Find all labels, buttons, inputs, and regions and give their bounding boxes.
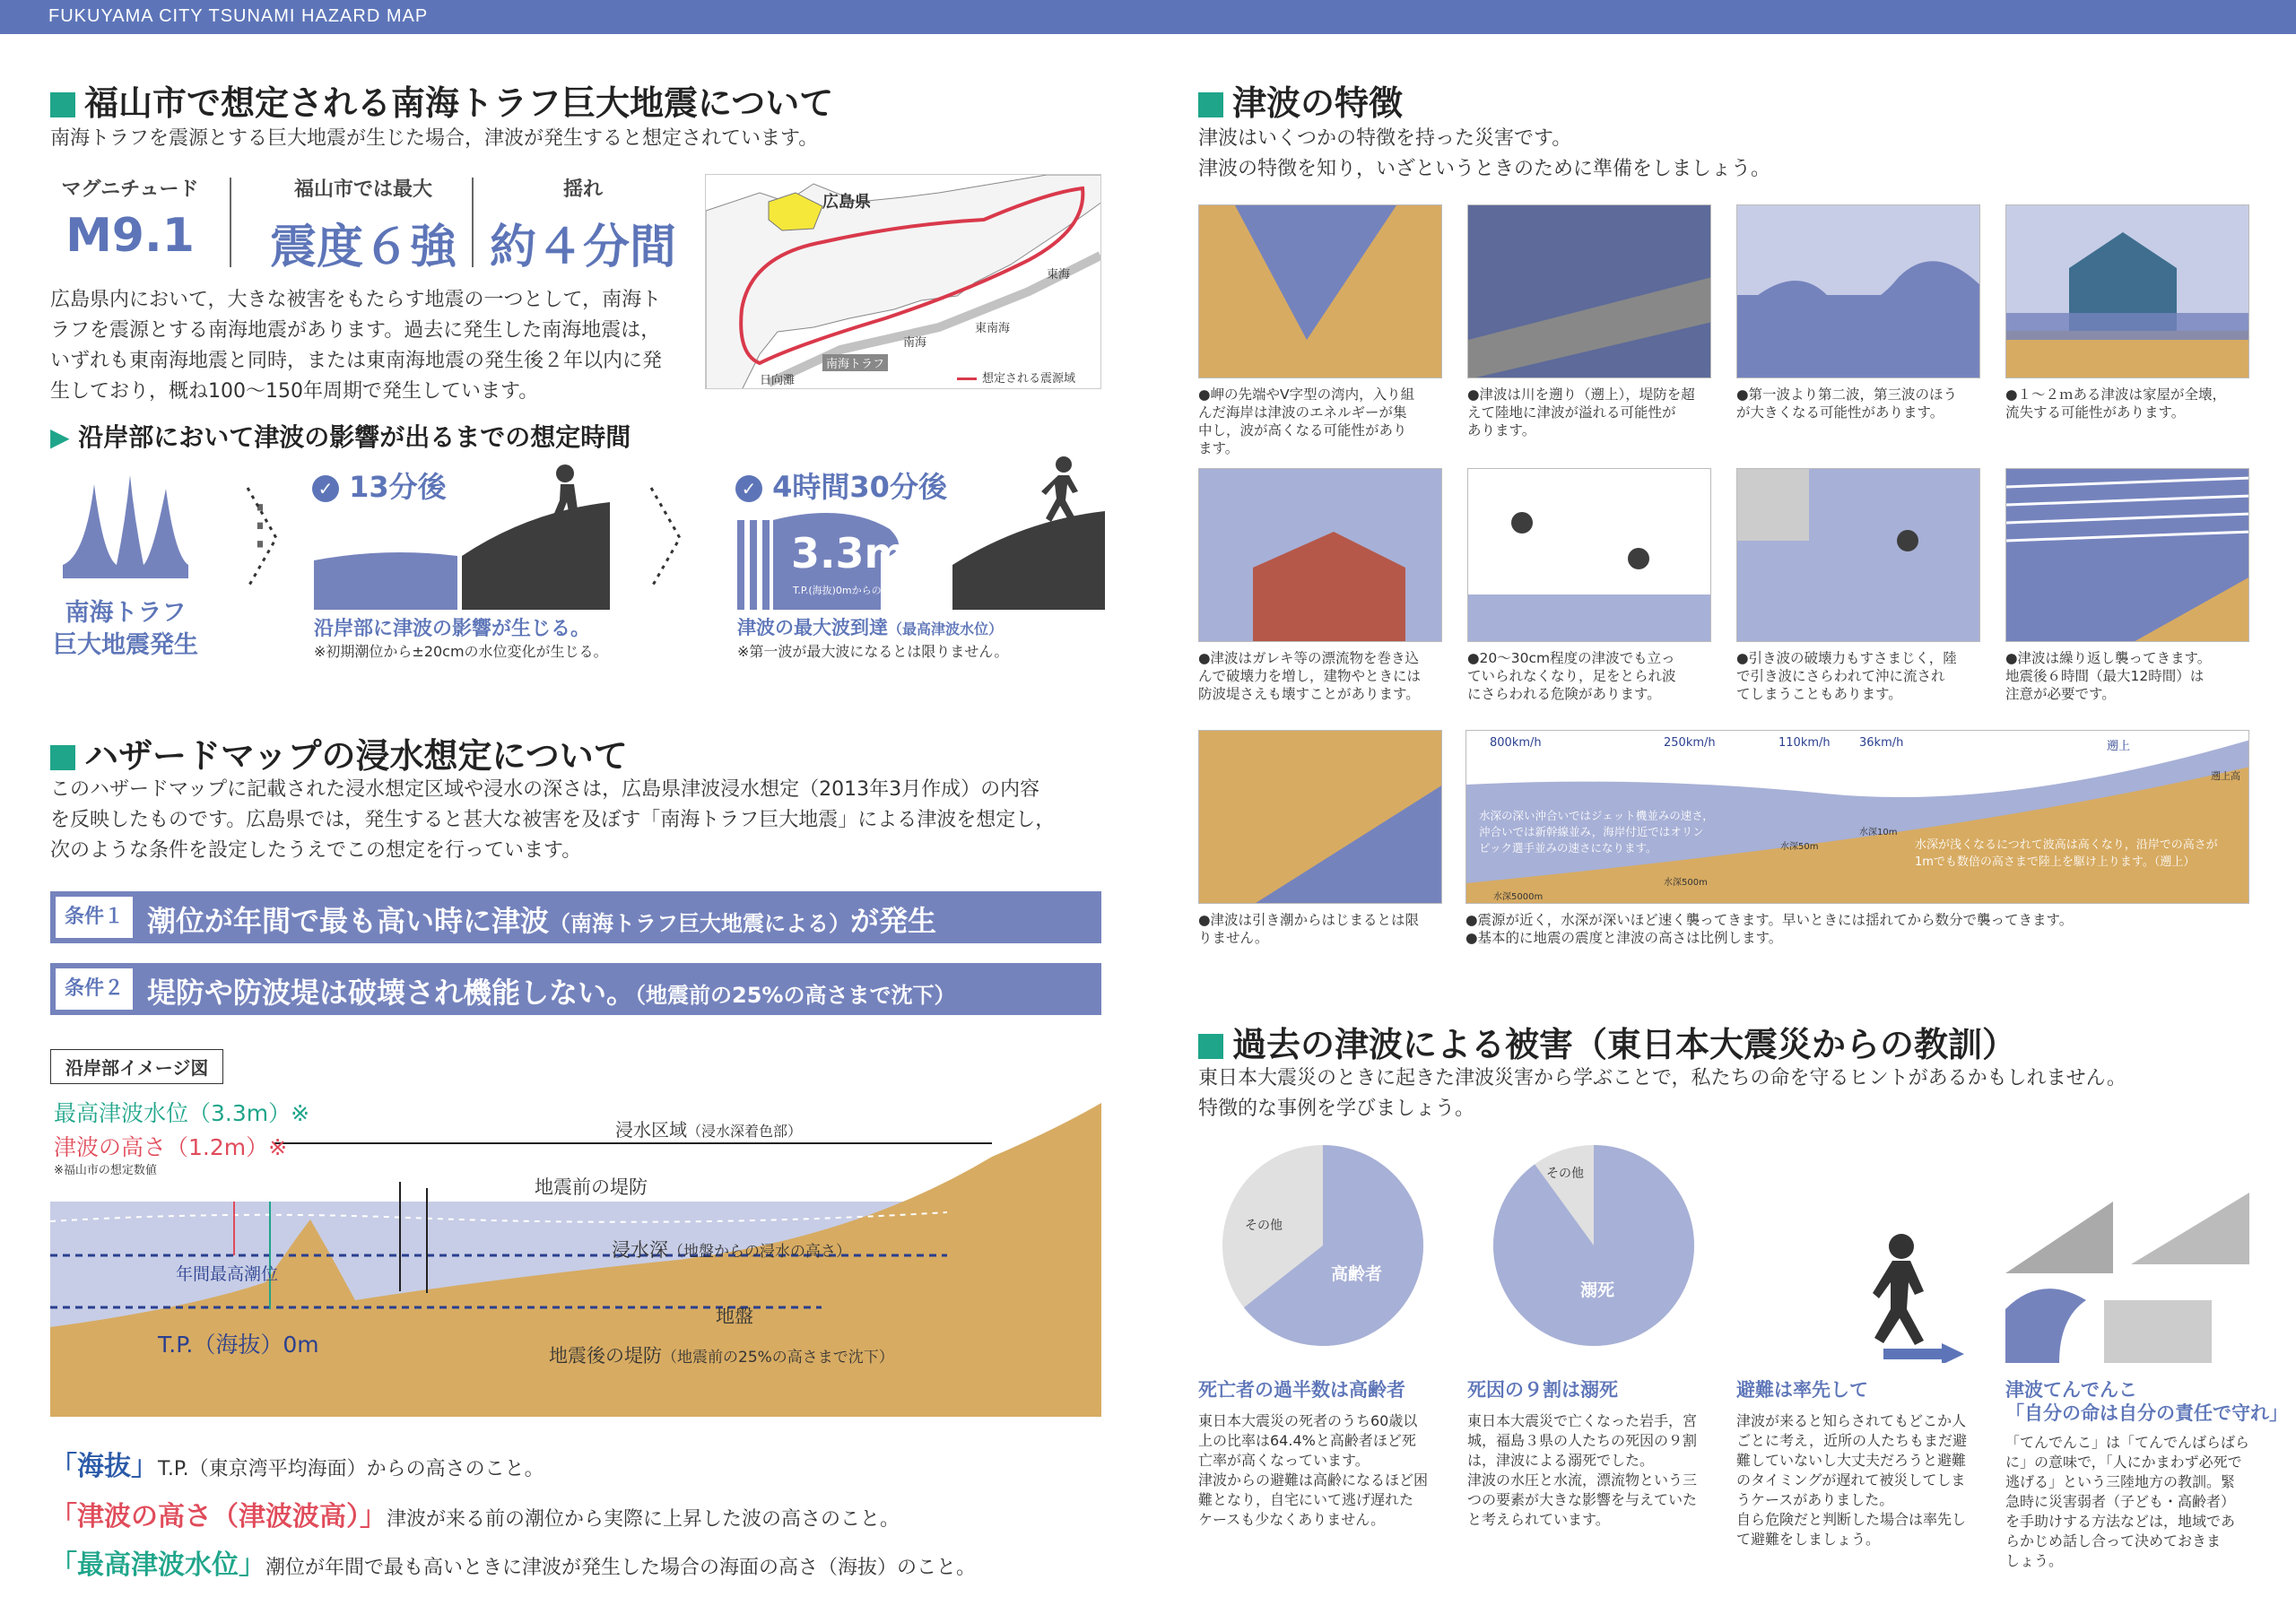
features-lead: 津波はいくつかの特徴を持った災害です。 津波の特徴を知り，いざというときのために準備をしましょう。	[1198, 127, 1771, 180]
speed-caption: ●震源が近く，水深が深いほど速く襲ってきます。早いときには揺れてから数分で襲ってきます。 ●基本的に地震の震度と津波の高さは比例します。	[1465, 912, 2074, 946]
stats-row	[36, 174, 682, 273]
diag-levee-before: 地震前の堤防	[535, 1176, 648, 1198]
step1-note: ※初期潮位から±20cmの水位変化が生じる。	[314, 643, 608, 660]
step2-caption: 津波の最大波到達（最高津波水位）	[737, 617, 1004, 638]
feature-image-ebb	[1198, 730, 1442, 904]
clock-icon: ✓	[735, 475, 762, 502]
diagram-box-label: 沿岸部イメージ図	[50, 1049, 223, 1084]
nankai-body: 広島県内において，大きな被害をもたらす地震の一つとして，南海ト ラフを震源とする南海地震があります。過去に発生した南海地震は， いずれも東南海地震と同時，または東南海地震の発生後２年以内に発 生しており，概ね100～150年周期で発生しています。	[50, 289, 663, 403]
arrow-icon: ⋮	[233, 493, 287, 556]
section-title-damage: 過去の津波による被害（東日本大震災からの教訓）	[1198, 1017, 2016, 1066]
feature-caption-9: ●津波は引き潮からはじまるとは限 りません。	[1198, 912, 1420, 946]
card3-title: 避難は率先して	[1736, 1379, 1868, 1401]
feature-image-fall	[1467, 468, 1711, 642]
feature-caption-6: ●20～30cm程度の津波でも立っ ていられなくなり，足をとられ波 にさらわれる危険があります。	[1467, 650, 1676, 702]
condition-1: 条件１ 潮位が年間で最も高い時に津波（南海トラフ巨大地震による）が発生	[50, 891, 1101, 943]
card2-title: 死因の９割は溺死	[1467, 1379, 1618, 1401]
feature-image-debris	[1198, 468, 1442, 642]
pie-elderly	[1218, 1141, 1428, 1350]
hazardmap-body: このハザードマップに記載された浸水想定区域や浸水の深さは，広島県津波浸水想定（2013年3月作成）の内容 を反映したものです。広島県では，発生すると甚大な被害を及ぼす「南海トラフ巨大地震」による津波を想定し， 次のような条件を設定したうえでこの想定を行っています。	[50, 778, 1056, 862]
map-label-trough: 南海トラフ	[822, 354, 888, 371]
runner-icon	[1039, 456, 1083, 527]
diag-tp: T.P.（海抜）0m	[158, 1332, 319, 1358]
def-max-level: 「最高津波水位」潮位が年間で最も高いときに津波が発生した場合の海面の高さ（海抜）のこと。	[50, 1549, 977, 1581]
clock-icon: ✓	[312, 475, 339, 502]
walker-icon	[535, 466, 579, 538]
stat-intensity: 福山市では最大 震度６強	[269, 178, 457, 274]
feature-caption-7: ●引き波の破壊力もすさまじく，陸 で引き波にさらわれて沖に流され てしまうこともあります。	[1736, 650, 1957, 702]
card3-body: 津波が来ると知らされてもどこか人 ごとに考え，近所の人たちもまだ避 難していないし大丈夫だろうと避難 のタイミングが遅れて被災してしま うケースがありました。 自ら危険だと判断した場合は率先し て避難をしましょう。	[1736, 1412, 1967, 1548]
tendenko-illustration	[2005, 1148, 2249, 1363]
subsection-title-timing: ▶ 沿岸部において津波の影響が出るまでの想定時間	[50, 422, 631, 452]
diag-zone: 浸水区域（浸水深着色部）	[615, 1119, 803, 1141]
diag-ground: 地盤	[716, 1306, 753, 1327]
map-label-tonankai: 東南海	[975, 322, 1011, 335]
pie1-main-label: 高齢者	[1331, 1264, 1383, 1284]
step1-caption: 沿岸部に津波の影響が生じる。	[314, 618, 591, 640]
step2-tp: T.P.(海抜)0mからの高さ	[793, 585, 901, 596]
card4-subtitle: 「自分の命は自分の責任で守れ」	[2005, 1402, 2288, 1424]
feature-image-bay	[1198, 204, 1442, 378]
chevron-1-icon	[244, 484, 280, 592]
diag-depth: 浸水深（地盤からの浸水の高さ）	[612, 1239, 851, 1261]
chevron-2-icon	[648, 484, 683, 592]
map-label-hiroshima: 広島県	[822, 193, 871, 212]
feature-image-house	[2005, 204, 2249, 378]
pie-drowning	[1489, 1141, 1699, 1350]
damage-lead: 東日本大震災のときに起きた津波災害から学ぶことで，私たちの命を守るヒントがあるかもしれません。 特徴的な事例を学びましょう。	[1198, 1067, 2126, 1120]
pie-slice-main	[1493, 1145, 1694, 1346]
speed-text-2: 水深が浅くなるにつれて波高は高くなり，沿岸での高さが 1mでも数倍の高さまで陸上を駆け上ります。（遡上）	[1915, 838, 2218, 869]
map-label-tokai: 東海	[1047, 268, 1071, 282]
pie2-other-label: その他	[1546, 1167, 1584, 1181]
feature-image-repeat	[2005, 468, 2249, 642]
condition-2: 条件２ 堤防や防波堤は破壊され機能しない。（地震前の25%の高さまで沈下）	[50, 963, 1101, 1015]
speed-diagram: 800km/h 250km/h 110km/h 36km/h 遡上 遡上高 水深の深い沖合いではジェット機並みの速さ， 沖合いでは新幹線並み，海岸付近ではオリン ピック選手並みの速さになります。 水深が浅くなるにつれて波高は高くなり，沿岸での高さが 1mでも数倍の高さまで陸上を駆け上ります。（遡上） 水深5000m 水深500m 水深50m 水深10m	[1465, 730, 2249, 904]
japan-map	[705, 174, 1101, 389]
step2-note: ※第一波が最大波になるとは限りません。	[737, 643, 1009, 660]
step2-time: ✓ 4時間30分後	[735, 464, 947, 506]
origin-label: 南海トラフ 巨大地震発生	[53, 599, 198, 659]
feature-caption-2: ●津波は川を遡り（遡上），堤防を超 えて陸地に津波が溢れる可能性が あります。	[1467, 386, 1695, 438]
header-bar	[0, 0, 2296, 34]
feature-caption-3: ●第一波より第二波，第三波のほう が大きくなる可能性があります。	[1736, 386, 1958, 421]
header-title: FUKUYAMA CITY TSUNAMI HAZARD MAP	[48, 6, 429, 26]
feature-caption-1: ●岬の先端やV字型の湾内，入り組 んだ海岸は津波のエネルギーが集 中し，波が高くなる可能性があり ます。	[1198, 386, 1415, 456]
diag-note: ※福山市の想定数値	[54, 1164, 157, 1177]
section-lead: 南海トラフを震源とする巨大地震が生じた場合，津波が発生すると想定されています。	[50, 127, 819, 150]
def-kaibatsu: 「海抜」T.P.（東京湾平均海面）からの高さのこと。	[50, 1451, 544, 1482]
evacuate-illustration	[1749, 1148, 1964, 1363]
stat-magnitude: マグニチュード M9.1	[61, 178, 199, 263]
feature-caption-5: ●津波はガレキ等の漂流物を巻き込 んで破壊力を増し，建物やときには 防波堤さえも壊すことがあります。	[1198, 650, 1422, 702]
pie2-main-label: 溺死	[1580, 1280, 1615, 1300]
card4-body: 「てんでんこ」は「てんでんばらばら に」の意味で，「人にかまわず必死で 逃げる」という三陸地方の教訓。緊 急時に災害弱者（子ども・高齢者） を手助けする方法などは，地域であ らかじめ話し合って決めておきま しょう。	[2005, 1434, 2250, 1569]
feature-image-waves	[1736, 204, 1980, 378]
speed-text-1: 水深の深い沖合いではジェット機並みの速さ， 沖合いでは新幹線並み，海岸付近ではオリン ピック選手並みの速さになります。	[1479, 809, 1714, 855]
quake-wave-icon	[54, 466, 197, 583]
map-label-hyuganada: 日向灘	[760, 374, 796, 387]
card4-title: 津波てんでんこ	[2005, 1379, 2137, 1401]
feature-image-backwash	[1736, 468, 1980, 642]
step2-height: 3.3m	[791, 529, 908, 577]
section-title-features: 津波の特徴	[1198, 75, 1403, 125]
diag-levee-after: 地震後の堤防（地震前の25%の高さまで沈下）	[549, 1345, 894, 1367]
pie1-other-label: その他	[1245, 1219, 1283, 1233]
stat-duration: 揺れ 約４分間	[489, 178, 676, 274]
coastal-diagram	[50, 1100, 1101, 1417]
card1-body: 東日本大震災の死者のうち60歳以 上の比率は64.4%と高齢者ほど死 亡率が高くなっています。 津波からの避難は高齢になるほど困 難となり，自宅にいて逃げ遅れた ケースも少なくありません。	[1198, 1412, 1429, 1528]
step1-time: ✓ 13分後	[312, 464, 447, 506]
map-label-nankai: 南海	[903, 336, 927, 350]
feature-image-river	[1467, 204, 1711, 378]
section-title-hazardmap: ハザードマップの浸水想定について	[50, 728, 628, 777]
map-legend: 想定される震源域	[957, 369, 1075, 386]
card1-title: 死亡者の過半数は高齢者	[1198, 1379, 1405, 1401]
diag-annual: 年間最高潮位	[176, 1264, 279, 1284]
def-wave-height: 「津波の高さ（津波波高）」津波が来る前の潮位から実際に上昇した波の高さのこと。	[50, 1501, 900, 1532]
diag-wave-height: 津波の高さ（1.2m）※	[54, 1134, 288, 1160]
section-title-nankai: 福山市で想定される南海トラフ巨大地震について	[50, 75, 833, 125]
feature-caption-8: ●津波は繰り返し襲ってきます。 地震後６時間（最大12時間）は 注意が必要です。	[2005, 650, 2212, 702]
feature-caption-4: ●１～２ｍある津波は家屋が全壊， 流失する可能性があります。	[2005, 386, 2227, 421]
diag-max-level: 最高津波水位（3.3m）※	[54, 1100, 310, 1126]
card2-body: 東日本大震災で亡くなった岩手，宮 城，福島３県の人たちの死因の９割 は，津波による溺死でした。 津波の水圧と水流，漂流物という三 つの要素が大きな影響を与えていた と考えられています。	[1467, 1412, 1698, 1528]
